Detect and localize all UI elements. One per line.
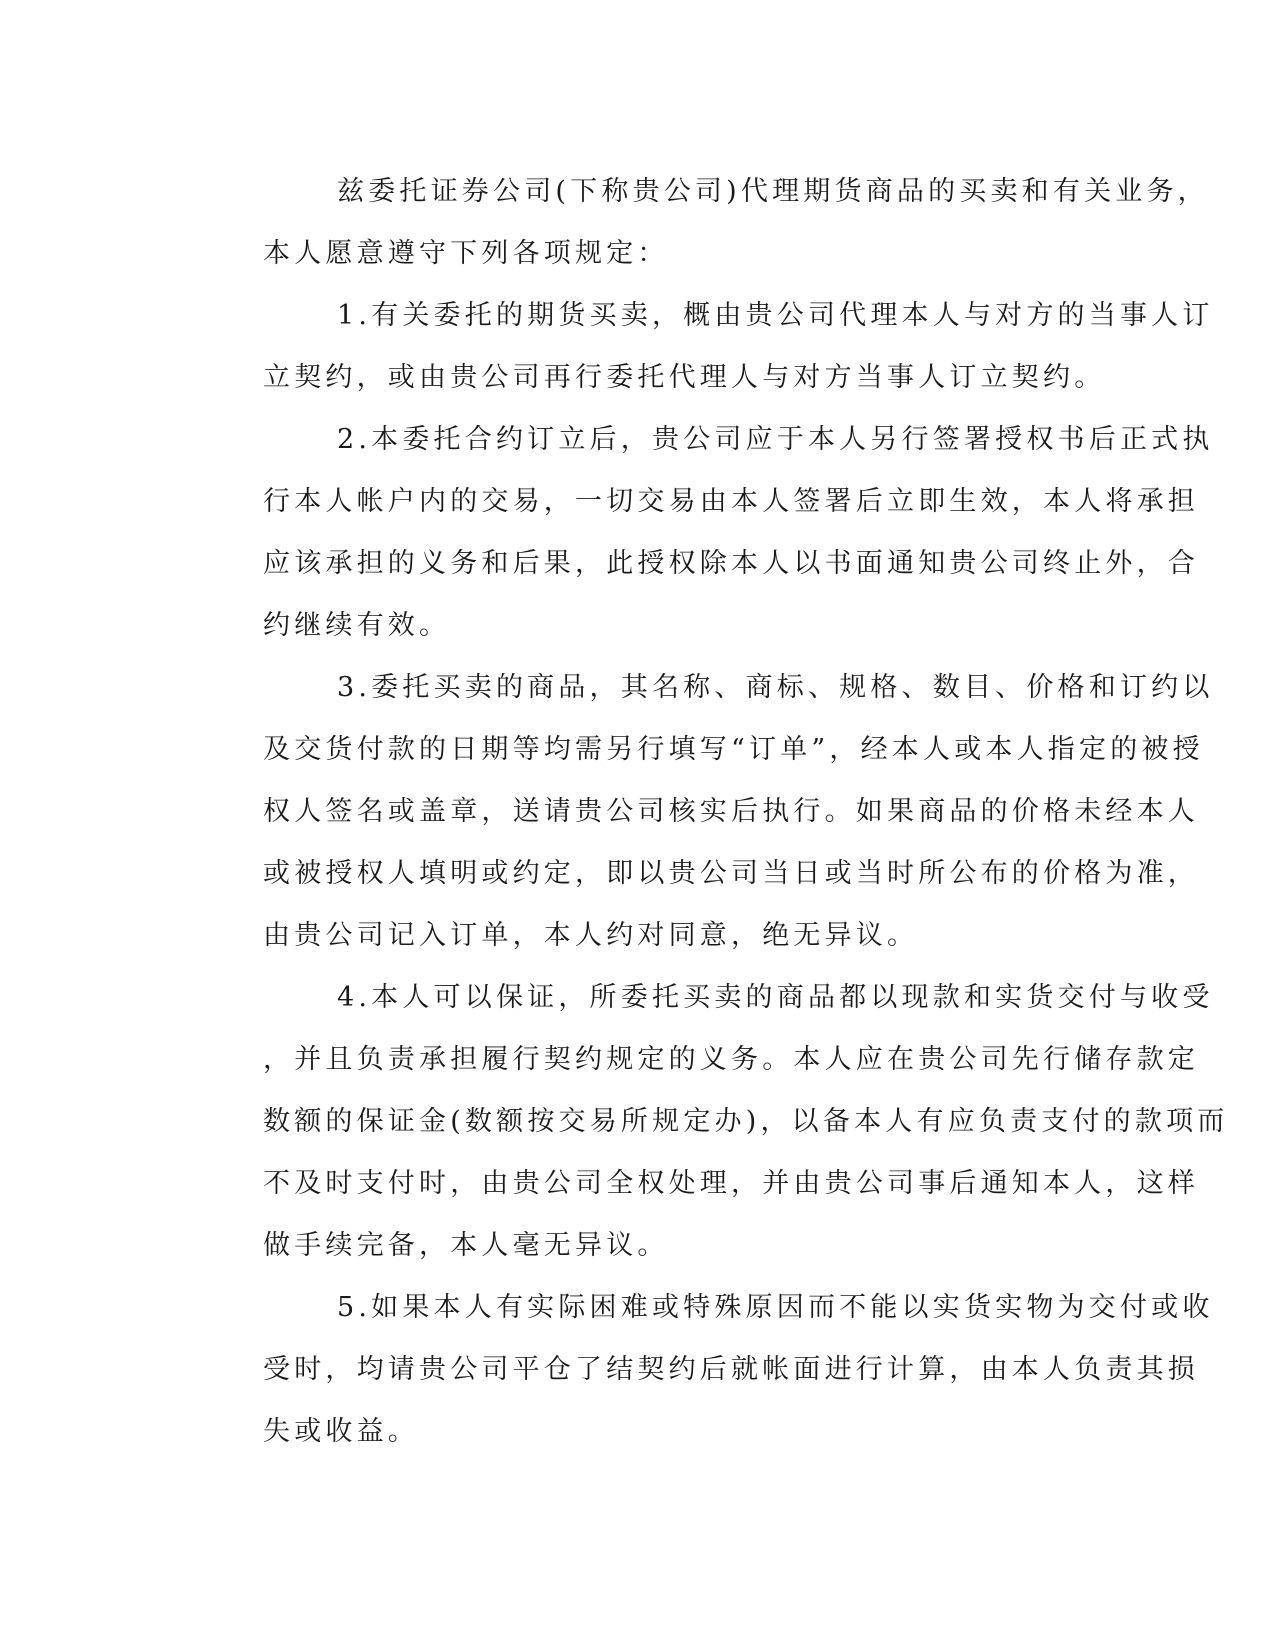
paragraph-line: 由贵公司记入订单，本人约对同意，绝无异议。	[263, 920, 919, 951]
paragraph-line: 兹委托证券公司(下称贵公司)代理期货商品的买卖和有关业务，	[337, 176, 1209, 207]
paragraph-line: 1.有关委托的期货买卖，概由贵公司代理本人与对方的当事人订	[337, 300, 1214, 331]
paragraph-line: 做手续完备，本人毫无异议。	[263, 1230, 669, 1261]
paragraph-line: 失或收益。	[263, 1416, 419, 1447]
paragraph-line: ，并且负责承担履行契约规定的义务。本人应在贵公司先行储存款定	[263, 1044, 1199, 1075]
paragraph-line: 2.本委托合约订立后，贵公司应于本人另行签署授权书后正式执	[337, 424, 1214, 455]
paragraph-line: 不及时支付时，由贵公司全权处理，并由贵公司事后通知本人，这样	[263, 1168, 1199, 1199]
paragraph-line: 5.如果本人有实际困难或特殊原因而不能以实货实物为交付或收	[337, 1292, 1214, 1323]
paragraph-line: 受时，均请贵公司平仓了结契约后就帐面进行计算，由本人负责其损	[263, 1354, 1199, 1385]
paragraph-line: 约继续有效。	[263, 610, 451, 641]
paragraph-line: 4.本人可以保证，所委托买卖的商品都以现款和实货交付与收受	[337, 982, 1214, 1013]
document-body	[189, 161, 1229, 1463]
paragraph-clause-2	[189, 409, 1214, 657]
paragraph-line: 及交货付款的日期等均需另行填写“订单”，经本人或本人指定的被授	[263, 734, 1204, 765]
paragraph-line: 权人签名或盖章，送请贵公司核实后执行。如果商品的价格未经本人	[263, 796, 1199, 827]
paragraph-line: 数额的保证金(数额按交易所规定办)，以备本人有应负责支付的款项而	[263, 1106, 1229, 1137]
paragraph-clause-5	[189, 1277, 1214, 1463]
paragraph-line: 3.委托买卖的商品，其名称、商标、规格、数目、价格和订约以	[337, 672, 1214, 703]
paragraph-line: 行本人帐户内的交易，一切交易由本人签署后立即生效，本人将承担	[263, 486, 1199, 517]
paragraph-intro	[189, 161, 1209, 285]
paragraph-clause-4	[189, 967, 1229, 1277]
paragraph-line: 立契约，或由贵公司再行委托代理人与对方当事人订立契约。	[263, 362, 1106, 393]
paragraph-line: 应该承担的义务和后果，此授权除本人以书面通知贵公司终止外，合	[263, 548, 1199, 579]
paragraph-line: 或被授权人填明或约定，即以贵公司当日或当时所公布的价格为准，	[263, 858, 1199, 889]
paragraph-line: 本人愿意遵守下列各项规定：	[263, 238, 669, 269]
paragraph-clause-1	[189, 285, 1214, 409]
paragraph-clause-3	[189, 657, 1214, 967]
